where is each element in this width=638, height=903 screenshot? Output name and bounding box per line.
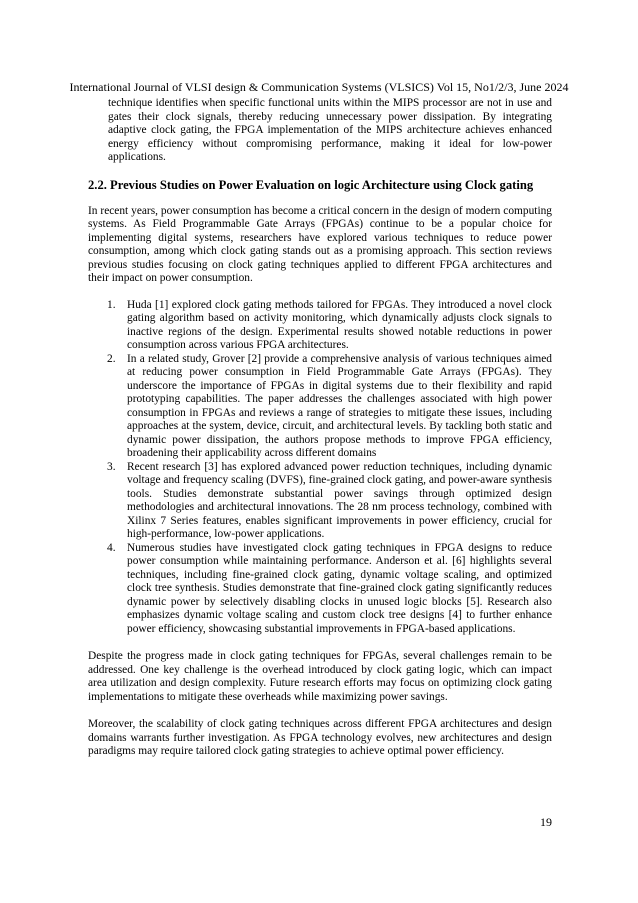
list-item-text: Numerous studies have investigated clock gating techniques in FPGA designs to reduce power consumption while maintaining performance. Anderson et al. [6] highlights several techniques, including fine-grained clock gating, dynamic voltage scaling, and optimized clock tree synthesis. Studies demonstrate that fine-grained clock gating significantly reduces dynamic power by selectively disabling clocks in unused logic blocks [5]. Research also emphasizes dynamic voltage scaling and custom clock tree designs [4] to further enhance power efficiency, showcasing substantial improvements in FPGA-based applications. <box>127 541 552 635</box>
list-item-text: In a related study, Grover [2] provide a comprehensive analysis of various techniques aimed at reducing power consumption in Field Programmable Gate Arrays (FPGAs). They underscore the importance of FPGAs in digital systems due to their flexibility and rapid prototyping capabilities. The paper addresses the challenges associated with high power consumption in FPGAs and reviews a range of strategies to mitigate these issues, including approaches at the system, device, circuit, and architectural levels. By tackling both static and dynamic power dissipation, the authors propose methods to improve FPGA efficiency, broadening their applicability across different domains <box>127 352 552 459</box>
list-item-number: 3. <box>107 460 116 473</box>
running-header: International Journal of VLSI design & Communication Systems (VLSICS) Vol 15, No1/2/3, June 2024 <box>69 80 569 94</box>
closing-paragraph: Moreover, the scalability of clock gating techniques across different FPGA architectures and design domains warrants further investigation. As FPGA technology evolves, new architectures and design paradigms may require tailored clock gating strategies to achieve optimal power efficiency. <box>88 718 552 757</box>
list-item <box>88 542 552 637</box>
list-item-text: Huda [1] explored clock gating methods tailored for FPGAs. They introduced a novel clock gating algorithm based on activity monitoring, which dynamically adjusts clock signals to inactive regions of the design. Experimental results showed notable reductions in power consumption across various FPGA architectures. <box>127 298 552 351</box>
closing-paragraph: Despite the progress made in clock gating techniques for FPGAs, several challenges remain to be addressed. One key challenge is the overhead introduced by clock gating logic, which can impact area utilization and design complexity. Future research efforts may focus on optimizing clock gating implementations to mitigate these overheads while maximizing power savings. <box>88 650 552 703</box>
section-heading: 2.2. Previous Studies on Power Evaluation on logic Architecture using Clock gating <box>88 177 534 192</box>
page-number: 19 <box>540 815 552 829</box>
section-intro-paragraph: In recent years, power consumption has become a critical concern in the design of modern computing systems. As Field Programmable Gate Arrays (FPGAs) continue to be a popular choice for implementing digital systems, researchers have explored various techniques to reduce power consumption, among which clock gating stands out as a promising approach. This section reviews previous studies focusing on clock gating techniques applied to different FPGA architectures and their impact on power consumption. <box>88 204 552 284</box>
list-item-number: 2. <box>107 352 116 365</box>
studies-list <box>88 299 552 637</box>
list-item-text: Recent research [3] has explored advanced power reduction techniques, including dynamic voltage and frequency scaling (DVFS), fine-grained clock gating, and power-aware synthesis tools. Studies demonstrate substantial power savings through optimized design methodologies and architectural innovations. The 28 nm process technology, combined with Xilinx 7 Series features, enables significant improvements in power efficiency, crucial for high-performance, low-power applications. <box>127 460 552 540</box>
page-content <box>88 97 552 759</box>
continuation-paragraph: technique identifies when specific functional units within the MIPS processor are not in use and gates their clock signals, thereby reducing unnecessary power dissipation. By integrating adaptive clock gating, the FPGA implementation of the MIPS architecture achieves enhanced energy efficiency without compromising performance, making it ideal for low-power applications. <box>108 97 552 163</box>
list-item <box>88 353 552 461</box>
list-item <box>88 299 552 353</box>
list-item-number: 1. <box>107 298 116 311</box>
list-item <box>88 461 552 542</box>
list-item-number: 4. <box>107 541 116 554</box>
